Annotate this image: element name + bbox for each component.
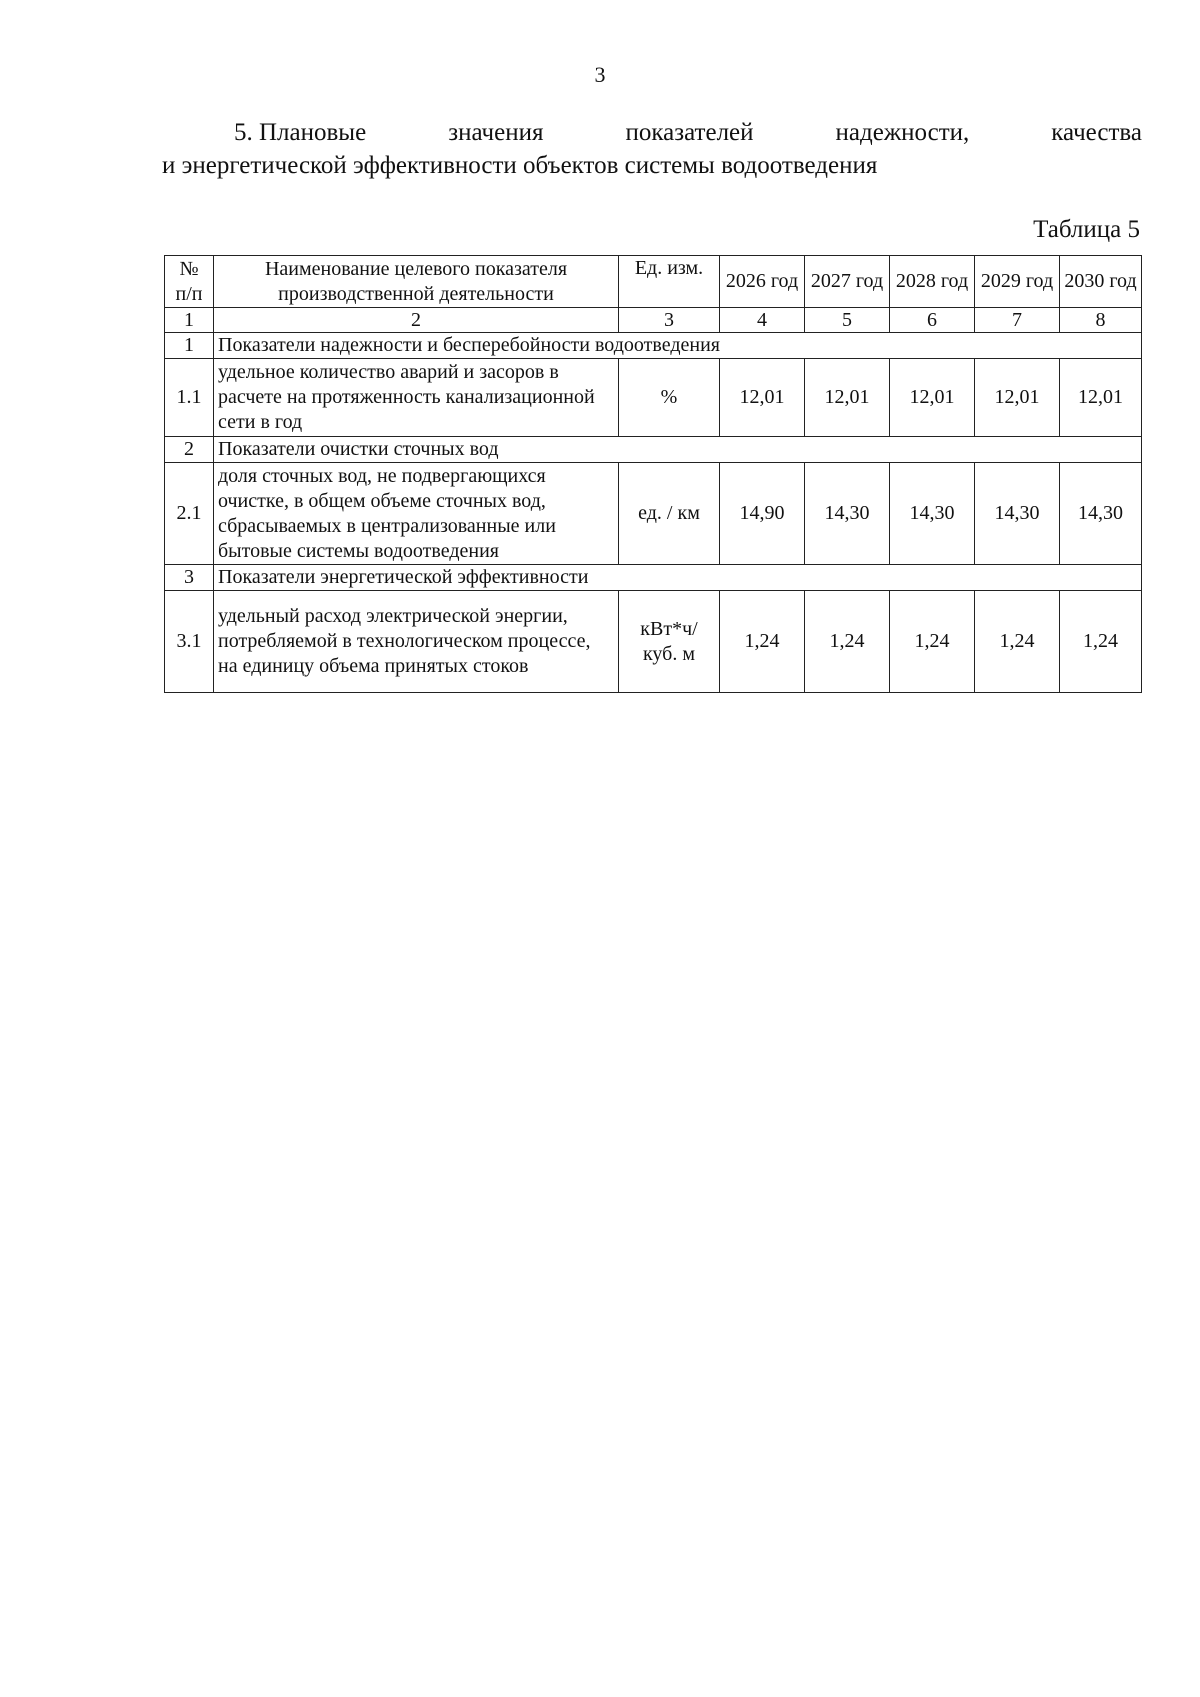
row-unit: ед. / км (619, 463, 720, 565)
table-caption: Таблица 5 (1033, 216, 1140, 243)
row-name: доля сточных вод, не подвергающихся очистке, в общем объеме сточных вод, сбрасываемых в централизованные или бытовые системы водоотведения (214, 463, 619, 565)
header-year: 2027 год (805, 256, 890, 308)
header-unit: Ед. изм. (619, 256, 720, 308)
row-unit: кВт*ч/ куб. м (619, 591, 720, 693)
row-value: 12,01 (975, 359, 1060, 437)
section-row (165, 333, 1142, 359)
row-value: 1,24 (1060, 591, 1142, 693)
heading-line-1 (162, 116, 1142, 149)
row-value: 12,01 (1060, 359, 1142, 437)
column-number: 6 (890, 308, 975, 333)
page-number: 3 (594, 62, 606, 87)
column-number: 8 (1060, 308, 1142, 333)
column-number: 4 (720, 308, 805, 333)
row-value: 14,90 (720, 463, 805, 565)
row-value: 14,30 (975, 463, 1060, 565)
row-unit: % (619, 359, 720, 437)
header-num: № п/п (165, 256, 214, 308)
section-num: 1 (165, 333, 214, 359)
section-row (165, 437, 1142, 463)
column-number: 3 (619, 308, 720, 333)
table-header-row (165, 256, 1142, 308)
header-year: 2026 год (720, 256, 805, 308)
section-num: 3 (165, 565, 214, 591)
row-value: 12,01 (890, 359, 975, 437)
row-value: 12,01 (805, 359, 890, 437)
header-year: 2029 год (975, 256, 1060, 308)
row-value: 1,24 (720, 591, 805, 693)
row-value: 1,24 (805, 591, 890, 693)
header-year: 2028 год (890, 256, 975, 308)
row-value: 14,30 (805, 463, 890, 565)
row-value: 14,30 (1060, 463, 1142, 565)
heading-word: значения (448, 119, 544, 146)
column-number: 2 (214, 308, 619, 333)
heading-line-2: и энергетической эффективности объектов системы водоотведения (162, 152, 878, 179)
row-value: 1,24 (890, 591, 975, 693)
section-title: Показатели надежности и бесперебойности водоотведения (214, 333, 1142, 359)
heading-word: 5. Плановые (234, 119, 367, 146)
row-name: удельное количество аварий и засоров в расчете на протяженность канализационной сети в год (214, 359, 619, 437)
section-num: 2 (165, 437, 214, 463)
indicators-table (164, 255, 1142, 693)
row-num: 3.1 (165, 591, 214, 693)
table-row (165, 359, 1142, 437)
row-num: 2.1 (165, 463, 214, 565)
table-row (165, 591, 1142, 693)
section-title: Показатели очистки сточных вод (214, 437, 1142, 463)
row-value: 12,01 (720, 359, 805, 437)
column-number: 7 (975, 308, 1060, 333)
row-value: 14,30 (890, 463, 975, 565)
header-name: Наименование целевого показателя производственной деятельности (214, 256, 619, 308)
row-value: 1,24 (975, 591, 1060, 693)
heading-word: показателей (625, 119, 754, 146)
section-title: Показатели энергетической эффективности (214, 565, 1142, 591)
row-num: 1.1 (165, 359, 214, 437)
table-row (165, 463, 1142, 565)
column-number: 1 (165, 308, 214, 333)
column-number: 5 (805, 308, 890, 333)
heading-word: качества (1051, 119, 1142, 146)
section-row (165, 565, 1142, 591)
heading-word: надежности, (835, 119, 970, 146)
column-number-row (165, 308, 1142, 333)
header-year: 2030 год (1060, 256, 1142, 308)
section-heading (162, 116, 1142, 182)
row-name: удельный расход электрической энергии, потребляемой в технологическом процессе, на единицу объема принятых стоков (214, 591, 619, 693)
